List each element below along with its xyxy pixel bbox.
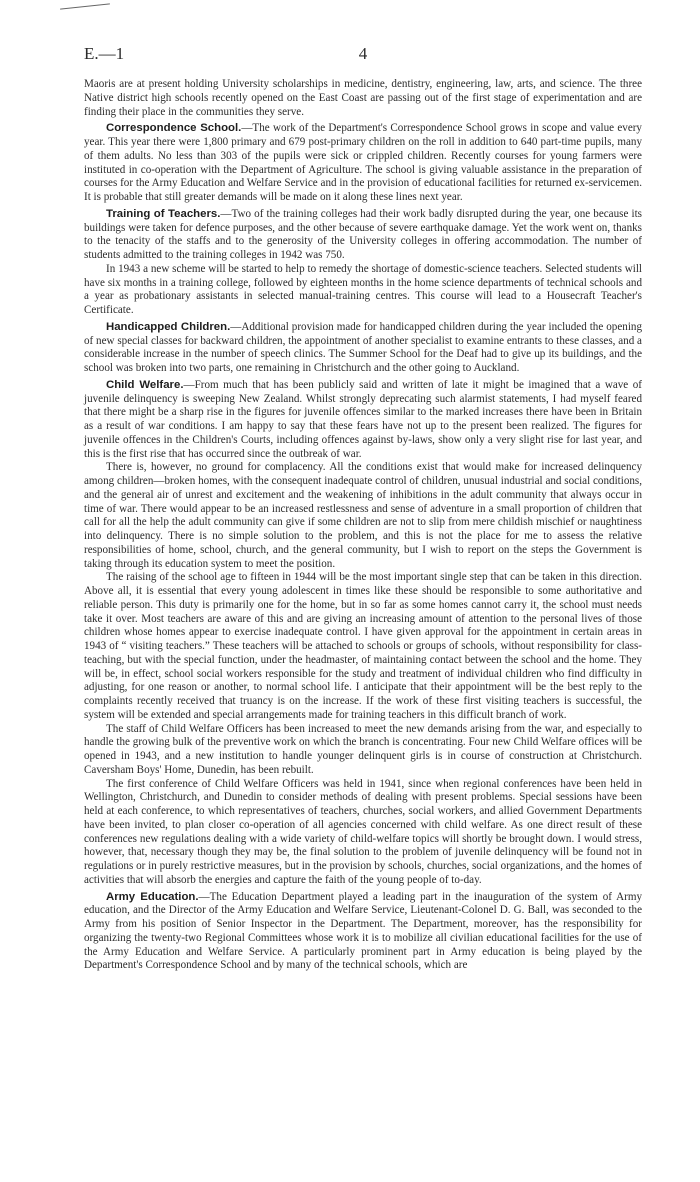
page-header xyxy=(84,44,642,66)
section-handicapped-children xyxy=(84,321,642,376)
paragraph-text: —From much that has been publicly said and written of late it might be imagined that a wave of juvenile delinquency is sweeping New Zealand. Whilst strongly deprecating such alarmist statements, I had myself feared that there might be a sharp rise in the figures for juvenile offences similar to the marked increases there have been in Britain as a result of war conditions. I am happy to say that these fears have not up to the present been realized. The figures for juvenile offences in the Children's Courts, including offences against by-laws, show only a very slight rise for last year, and this is the first rise that has occurred since the outbreak of war. xyxy=(84,378,642,460)
document-body xyxy=(84,78,642,973)
section-heading: Handicapped Children. xyxy=(106,320,231,333)
paragraph-text: There is, however, no ground for complacency. All the conditions exist that would make for increased delinquency among children—broken homes, with the consequent inadequate control of children, unusual industrial and social conditions, and the general air of unrest and excitement and the weakening of inhibitions in the adult community that always occur in time of war. There would appear to be an increased restlessness and sense of adventure in a small proportion of children that call for all the help the adult community can give if some children are not to slip from mere childish mischief or naughtiness into delinquency. There is no simple solution to the problem, and this is not the place for me to assess the relative responsibilities of home, school, church, and the general community, but I wish to report on the steps the Government is taking through its education system to meet the position. xyxy=(84,461,642,570)
section-heading: Child Welfare. xyxy=(106,378,184,391)
paragraph-text: —Two of the training colleges had their work badly disrupted during the year, one because its buildings were taken for defence purposes, and the other because of severe earthquake damage. Yet the work went on, thanks to the tenacity of the staffs and to the generosity of the University colleges in offering accommodation. The number of students admitted to the training colleges in 1942 was 750. xyxy=(84,207,642,261)
section-heading: Training of Teachers. xyxy=(106,207,221,220)
paragraph-welfare-staff xyxy=(84,723,642,778)
paragraph-text: —Additional provision made for handicapped children during the year included the opening of new special classes for backward children, the appointment of another specialist to examine entrants to these classes, and a considerable increase in the number of speech clinics. The Summer School for the Deaf had to give up its buildings, and the school was broken into two parts, one remaining in Christchurch and the other going to Auckland. xyxy=(84,320,643,374)
section-correspondence-school xyxy=(84,122,642,205)
section-training-of-teachers xyxy=(84,208,642,263)
paragraph-text: Maoris are at present holding University scholarships in medicine, dentistry, engineering, law, arts, and science. The three Native district high schools recently opened on the East Coast are passing out of the first stage of experimentation and are finding their place in the communities they serve. xyxy=(84,78,642,118)
scan-mark xyxy=(60,3,110,9)
paragraph-text: The first conference of Child Welfare Officers was held in 1941, since when regional conferences have been held in Wellington, Christchurch, and Dunedin to consider methods of dealing with present problems. Special sessions have been held at each conference, to which representatives of teachers, churches, social workers, and allied Government Departments have been invited, to plan closer co-operation of all agencies concerned with child welfare. As one direct result of these conferences new regulations dealing with a wide variety of child-welfare topics will shortly be brought down. I would stress, however, that, necessary though they may be, the final solution to the problem of juvenile delinquency will be found not in regulations or in purely restrictive measures, but in the provision by schools, churches, social organizations, and the homes of activities that will absorb the energies and capture the faith of the young people of to-day. xyxy=(84,777,642,886)
paragraph-complacency xyxy=(84,461,642,571)
paragraph-school-age xyxy=(84,571,642,722)
report-reference: E.—1 xyxy=(84,44,125,63)
paragraph-text: In 1943 a new scheme will be started to help to remedy the shortage of domestic-science teachers. Selected students will have six months in a training college, followed by eighteen months in the home science departments of technical schools and a year as probationary assistants in selected manual-training centres. This course will lead to a Housecraft Teacher's Certificate. xyxy=(84,262,642,316)
page-number: 4 xyxy=(358,44,368,63)
paragraph-text: The raising of the school age to fifteen in 1944 will be the most important single step that can be taken in this direction. Above all, it is essential that every young adolescent in times like these should be responsible to some authoritative and reliable person. This duty is primarily one for the home, but in so far as some homes cannot carry it, the school must needs take it over. Most teachers are aware of this and are giving an increasing amount of attention to the personal lives of those children whose homes appear to exercise inadequate control. I have given approval for the appointment in certain areas in 1943 of “ visiting teachers.” These teachers will be attached to schools or groups of schools, without responsibility for class-teaching, but with the special function, under the headmaster, of maintaining contact between the school and the home. They will be, in effect, school social workers responsible for the study and treatment of individual children who find difficulty in adjusting, for one reason or another, to normal school life. I anticipate that their appointment will be the best reply to the complaints recently received that truancy is on the increase. If the work of these first visiting teachers is successful, the system will be extended and special arrangements made for training teachers in this difficult branch of work. xyxy=(84,571,642,721)
paragraph-text: —The Education Department played a leading part in the inauguration of the system of Army education, and the Director of the Army Education and Welfare Service, Lieutenant-Colonel D. G. Ball, was seconded to the Army from his position of Senior Inspector in the Department. The Department, moreover, has the responsibility for organizing the twenty-two Regional Committees whose work it is to mobilize all civilian educational facilities for the use of the Army Education and Welfare Service. A particularly prominent part in Army education is being played by the Department's Correspondence School and by many of the technical schools, which are xyxy=(84,890,642,972)
section-heading: Army Education. xyxy=(106,890,199,903)
paragraph-maori-scholarships xyxy=(84,78,642,119)
paragraph-domestic-science xyxy=(84,263,642,318)
paragraph-text: The staff of Child Welfare Officers has been increased to meet the new demands arising from the war, and especially to handle the growing bulk of the preventive work on which the branch is concentrating. Four new Child Welfare offices will be opened in 1943, and a new institution to handle younger delinquent girls is in course of construction at Christchurch. Caversham Boys' Home, Dunedin, has been rebuilt. xyxy=(84,722,642,776)
section-child-welfare xyxy=(84,379,642,462)
section-army-education xyxy=(84,891,642,974)
paragraph-text: —The work of the Department's Correspondence School grows in scope and value every year. This year there were 1,800 primary and 679 post-primary children on the roll in addition to 640 part-time pupils, many of them adults. No less than 303 of the pupils were sick or crippled children. Recently courses for young farmers were instituted in co-operation with the Department of Agriculture. The school is giving valuable assistance in the preparation of courses for the Army Education and Welfare Service and in the provision of educational facilities for returned ex-servicemen. It is probable that still greater demands will be made on it along these lines next year. xyxy=(84,122,642,203)
paragraph-welfare-conferences xyxy=(84,778,642,888)
section-heading: Correspondence School. xyxy=(106,122,242,135)
